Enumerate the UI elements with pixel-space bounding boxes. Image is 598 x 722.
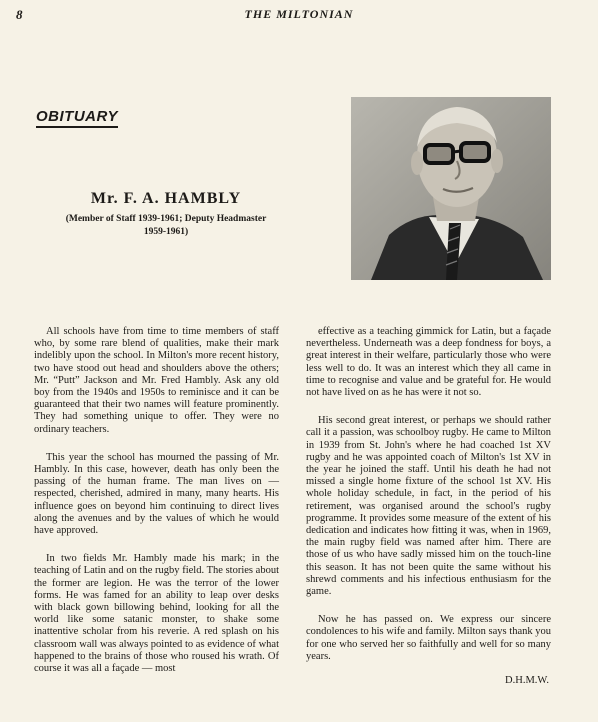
article-paragraph: Now he has passed on. We express our sincere condolences to his wife and family. Milton says thank you for one who served her so faithfully and well for so many years. bbox=[306, 614, 551, 662]
magazine-title: THE MILTONIAN bbox=[244, 7, 354, 21]
article-paragraph: His second great interest, or perhaps we should rather call it a passion, was schoolboy rugby. He came to Milton in 1939 from St. John's where he had coached 1st XV rugby and he was appointed coach of Milton's 1st XV in the year he joined the staff. Until his death he had not missed a single home fixture of the school 1st XV. His whole holiday schedule, in fact, in the period of his retirement, was organised around the school's rugby programme. It provides some measure of the extent of his dedication and indicates how fitting it was, when in 1969, the main rugby field was named after him. There are those of us who have sadly missed him on the touch-line this season. It has not been quite the same without his shrewd comments and his infectious enthusiasm for the game. bbox=[306, 415, 551, 598]
person-subtitle-line1: (Member of Staff 1939-1961; Deputy Headmaster bbox=[65, 214, 267, 224]
page-number: 8 bbox=[16, 7, 23, 22]
article-paragraph: effective as a teaching gimmick for Latin, but a façade nevertheless. Underneath was a deep fondness for boys, a great interest in their welfare, particularly those who were less well to do. It was an interest which they all came in time to recognise and value and be grateful for. He would not have lived on as he has were it not so. bbox=[306, 326, 551, 399]
article-column-right bbox=[306, 326, 551, 687]
author-signature: D.H.M.W. bbox=[505, 675, 549, 687]
person-subtitle-line2: 1959-1961) bbox=[143, 227, 189, 237]
article-paragraph: All schools have from time to time members of staff who, by some rare blend of qualities, make their mark indelibly upon the school. In Milton's more recent history, two have stood out head and shoulders above the others; Mr. “Putt” Jackson and Mr. Fred Hambly. Ask any old boy from the 1940s and 1950s to reminisce and it can be guaranteed that their two names will feature prominently. They had something unique to offer. They were no ordinary teachers. bbox=[34, 326, 279, 435]
portrait-photo bbox=[351, 97, 551, 280]
section-heading: OBITUARY bbox=[36, 108, 118, 128]
article-paragraph: This year the school has mourned the passing of Mr. Hambly. In this case, however, death has only been the passing of the human frame. The man lives on — respected, cherished, admired in many, many hearts. His influence goes on beyond him continuing to direct lives along the avenues and by the values of which he would have approved. bbox=[34, 451, 279, 537]
person-name: Mr. F. A. HAMBLY bbox=[90, 190, 242, 207]
portrait-illustration bbox=[351, 97, 551, 280]
article-paragraph: In two fields Mr. Hambly made his mark; in the teaching of Latin and on the rugby field. The stories about the former are legion. He was the terror of the lower forms. He was famed for an ability to leap over desks with black gown billowing behind, looking for all the world like some satanic monster, to shake some inattentive scholar from his reverie. A red splash on his classroom wall was always pointed to as evidence of what happened to the brains of those who roused his wrath. Of course it was all a façade — most bbox=[34, 553, 279, 675]
article-column-left bbox=[34, 326, 279, 691]
person-subtitle bbox=[36, 213, 296, 239]
